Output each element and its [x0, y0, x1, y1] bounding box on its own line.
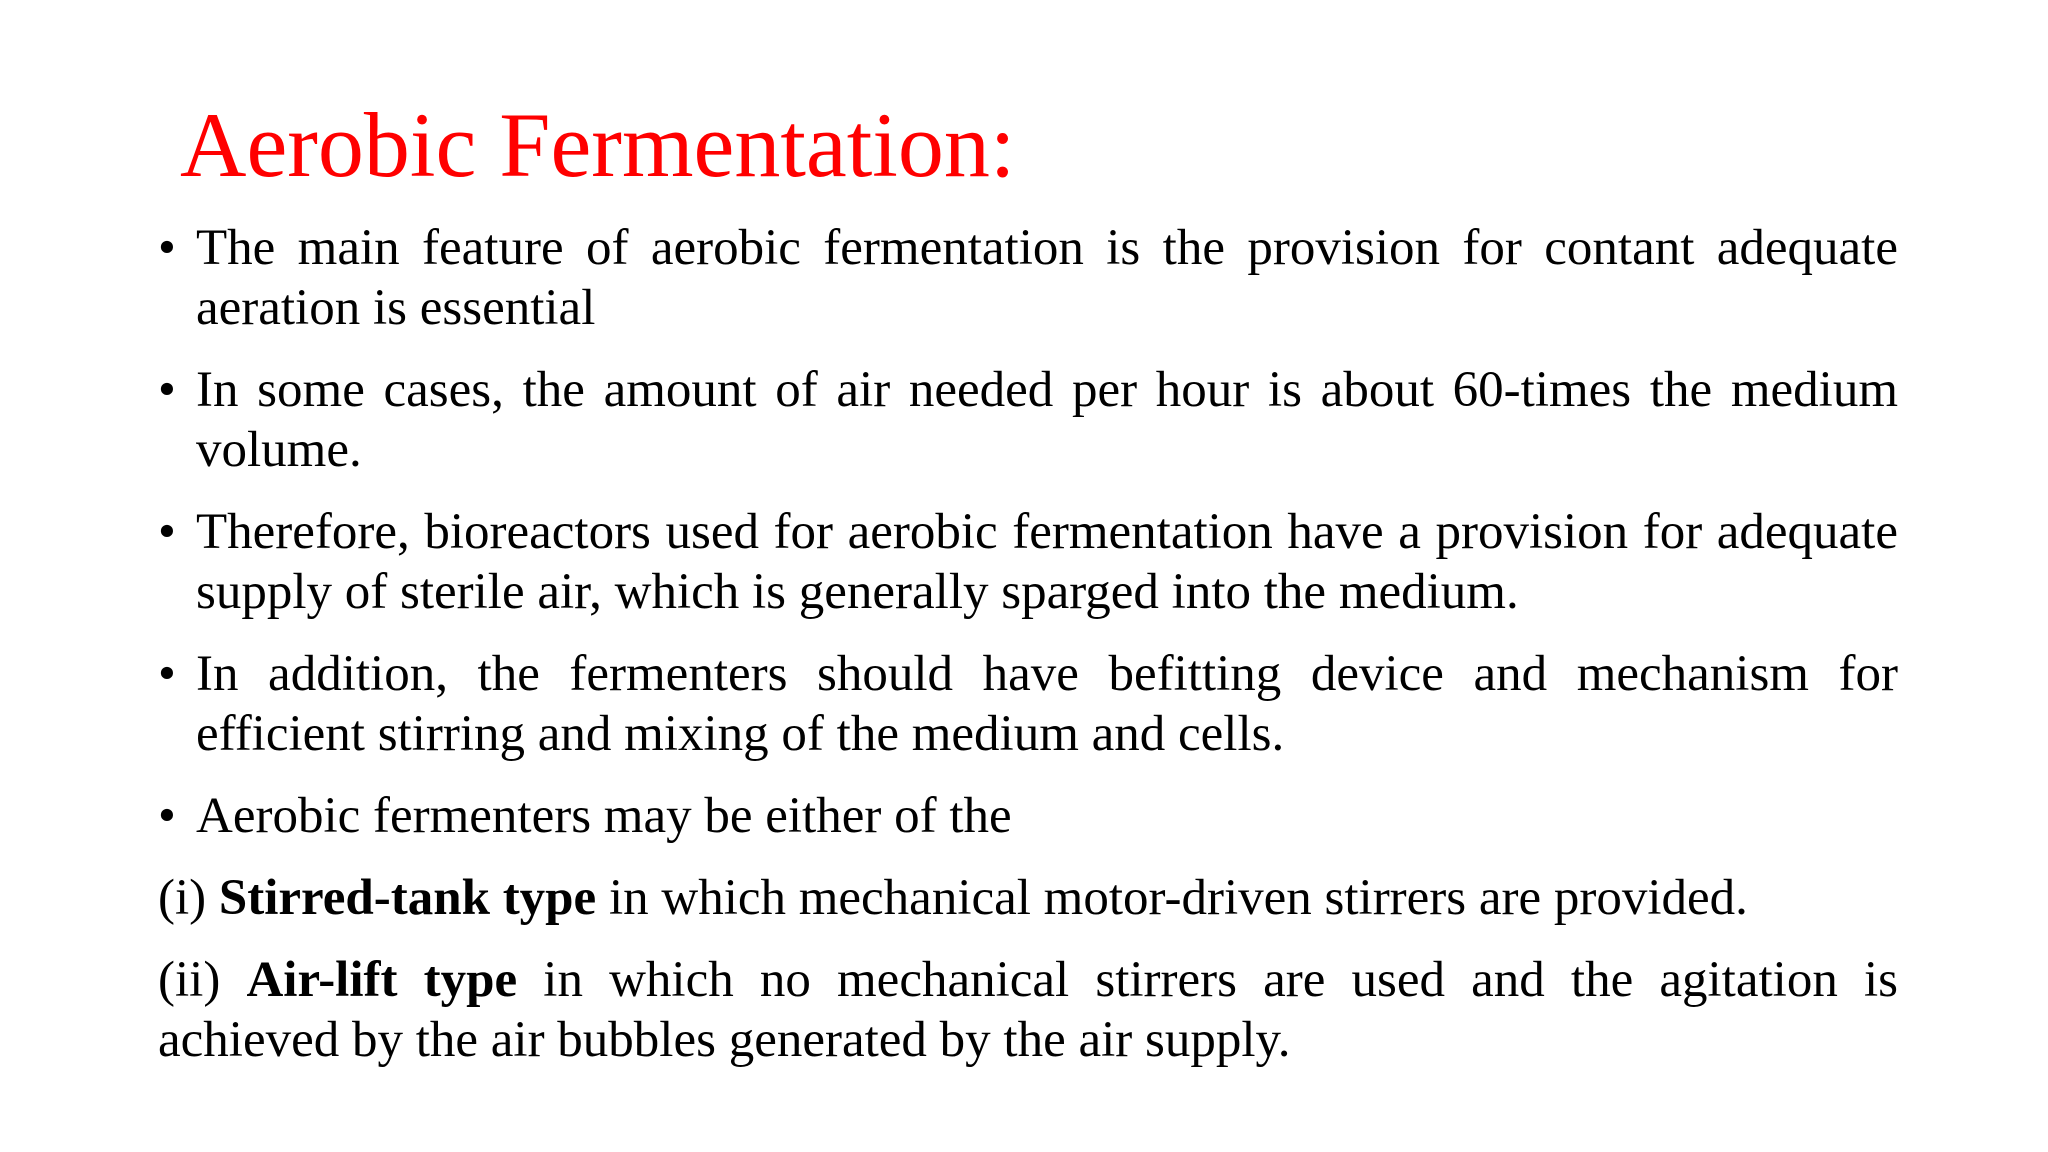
bullet-item: [158, 218, 1898, 338]
type-description: in which no mechanical stirrers are used and the agitation is achieved by the air bubbles generated by the air supply.: [158, 952, 1898, 1068]
bullet-list: [158, 218, 1898, 846]
bullet-text: In addition, the fermenters should have befitting device and mechanism for efficient stirring and mixing of the medium and cells.: [196, 646, 1898, 762]
bullet-text: The main feature of aerobic fermentation is the provision for contant adequate aeration is essential: [196, 220, 1898, 336]
bullet-glyph: •: [158, 788, 176, 844]
bullet-glyph: •: [158, 504, 176, 560]
bullet-glyph: •: [158, 220, 176, 276]
bullet-text: In some cases, the amount of air needed per hour is about 60-times the medium volume.: [196, 362, 1898, 478]
bullet-item: [158, 360, 1898, 480]
type-name: Air-lift type: [246, 952, 518, 1008]
bullet-text: Therefore, bioreactors used for aerobic fermentation have a provision for adequate supply of sterile air, which is generally sparged into the medium.: [196, 504, 1898, 620]
type-prefix: (ii): [158, 952, 247, 1008]
bullet-glyph: •: [158, 362, 176, 418]
bullet-item: [158, 644, 1898, 764]
fermenter-type-stirred-tank: [158, 868, 1898, 928]
bullet-glyph: •: [158, 646, 176, 702]
fermenter-type-air-lift: [158, 950, 1898, 1070]
bullet-text: Aerobic fermenters may be either of the: [196, 788, 1012, 844]
type-description: in which mechanical motor-driven stirrers are provided.: [596, 870, 1748, 926]
type-prefix: (i): [158, 870, 219, 926]
bullet-item: [158, 502, 1898, 622]
slide-title: Aerobic Fermentation:: [180, 94, 1016, 196]
type-name: Stirred-tank type: [218, 870, 597, 926]
slide-content: [158, 218, 1898, 1092]
bullet-item: [158, 786, 1898, 846]
